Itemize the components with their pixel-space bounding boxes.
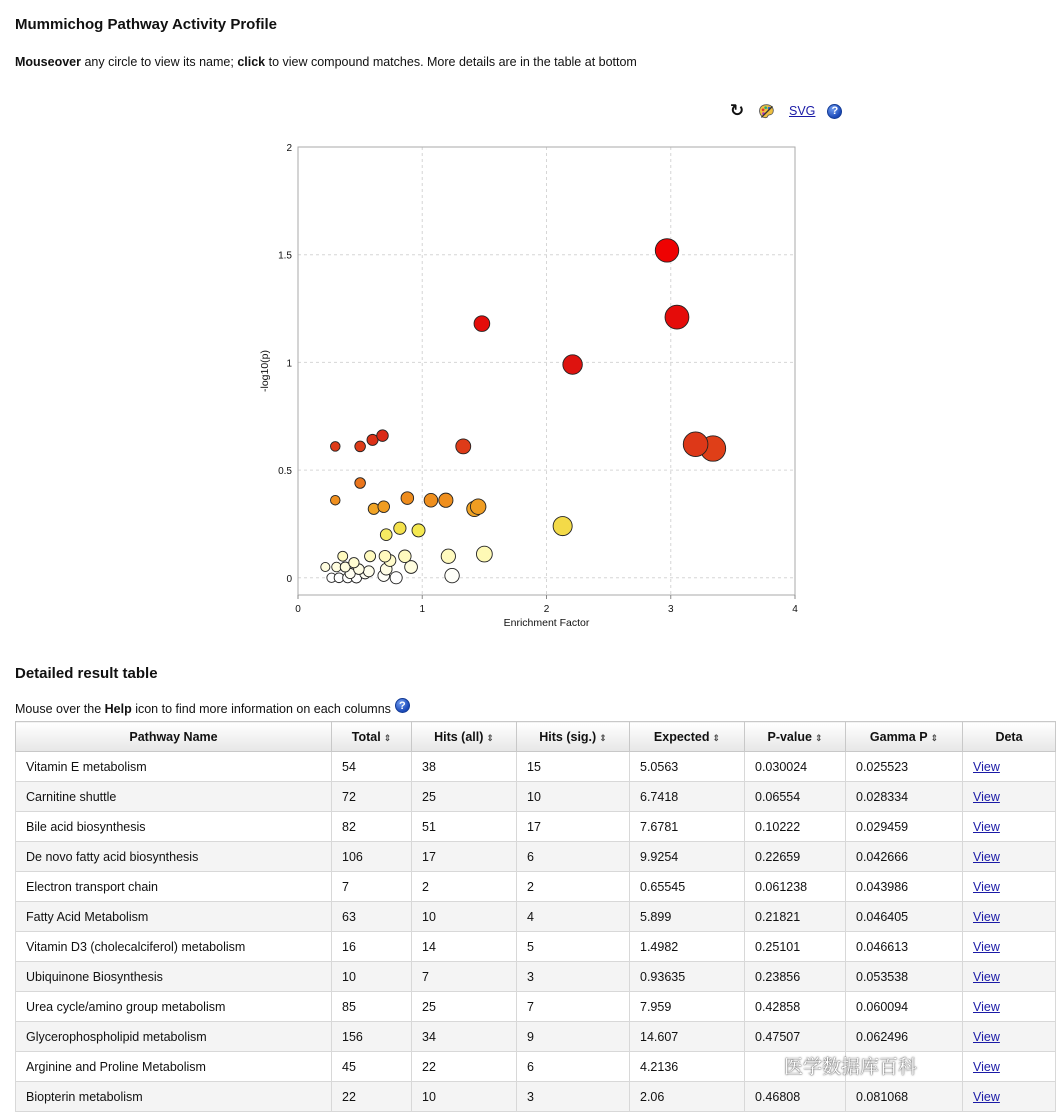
page-title: Mummichog Pathway Activity Profile <box>15 16 277 33</box>
table-cell: 4.2136 <box>630 1052 745 1082</box>
x-tick-label: 3 <box>667 604 674 615</box>
data-point[interactable] <box>390 572 402 584</box>
table-cell: 7.959 <box>630 992 745 1022</box>
table-cell <box>846 1052 963 1082</box>
table-cell: 0.93635 <box>630 962 745 992</box>
view-details-link[interactable]: View <box>973 1059 1000 1074</box>
table-cell: Electron transport chain <box>16 872 332 902</box>
intro-mouseover: Mouseover <box>15 55 81 69</box>
palette-icon[interactable] <box>758 103 775 120</box>
watermark-text: 医学数据库百科 <box>784 1057 918 1078</box>
table-section-title: Detailed result table <box>15 665 158 682</box>
table-cell: 0.043986 <box>846 872 963 902</box>
view-details-link[interactable]: View <box>973 909 1000 924</box>
table-row <box>16 962 1056 992</box>
table-cell: 4 <box>517 902 630 932</box>
table-cell: 9.9254 <box>630 842 745 872</box>
column-header-label: Gamma P <box>869 729 928 744</box>
table-cell <box>745 1052 846 1082</box>
sort-icon[interactable]: ⇕ <box>599 732 607 743</box>
data-point[interactable] <box>683 432 708 457</box>
table-row <box>16 1082 1056 1112</box>
table-cell: 0.65545 <box>630 872 745 902</box>
view-details-link[interactable]: View <box>973 849 1000 864</box>
x-tick-label: 2 <box>543 604 550 615</box>
y-tick-label: 1.5 <box>278 250 292 262</box>
table-cell: De novo fatty acid biosynthesis <box>16 842 332 872</box>
table-cell: Bile acid biosynthesis <box>16 812 332 842</box>
table-cell: 22 <box>332 1082 412 1112</box>
column-header[interactable] <box>846 722 963 752</box>
table-row <box>16 1052 1056 1082</box>
y-tick-label: 1 <box>286 358 292 370</box>
table-cell <box>963 992 1056 1022</box>
table-cell: 34 <box>412 1022 517 1052</box>
plot-grid <box>298 147 795 595</box>
data-point[interactable] <box>456 439 471 454</box>
table-cell: 106 <box>332 842 412 872</box>
sort-icon[interactable]: ⇕ <box>814 732 823 743</box>
table-cell <box>963 1052 1056 1082</box>
table-cell: 5 <box>517 932 630 962</box>
table-cell: 3 <box>517 1082 630 1112</box>
axis-ticks <box>278 143 798 615</box>
data-point[interactable] <box>377 430 389 442</box>
column-header[interactable] <box>630 722 745 752</box>
table-cell: 2 <box>517 872 630 902</box>
data-point[interactable] <box>470 499 486 515</box>
table-cell: 0.23856 <box>745 962 846 992</box>
table-cell: 0.042666 <box>846 842 963 872</box>
table-cell: 0.053538 <box>846 962 963 992</box>
table-cell: 63 <box>332 902 412 932</box>
table-note-help-word: Help <box>104 702 132 716</box>
table-cell: 2.06 <box>630 1082 745 1112</box>
table-row <box>16 842 1056 872</box>
table-cell: 0.030024 <box>745 752 846 782</box>
table-cell: Ubiquinone Biosynthesis <box>16 962 332 992</box>
table-cell <box>963 1022 1056 1052</box>
data-point[interactable] <box>401 492 414 505</box>
data-point[interactable] <box>439 493 453 507</box>
table-cell: 0.028334 <box>846 782 963 812</box>
table-cell: Fatty Acid Metabolism <box>16 902 332 932</box>
view-details-link[interactable]: View <box>973 969 1000 984</box>
data-point[interactable] <box>553 517 572 536</box>
y-tick-label: 2 <box>286 143 292 154</box>
table-cell: 7 <box>412 962 517 992</box>
table-cell: 15 <box>517 752 630 782</box>
intro-text-1: any circle to view its name; <box>81 55 238 69</box>
intro-text-2: to view compound matches. More details are in the table at bottom <box>265 55 637 69</box>
table-cell: Urea cycle/amino group metabolism <box>16 992 332 1022</box>
table-cell: 1.4982 <box>630 932 745 962</box>
sort-icon[interactable]: ⇕ <box>712 732 721 743</box>
table-cell: 3 <box>517 962 630 992</box>
table-cell: 54 <box>332 752 412 782</box>
data-point[interactable] <box>476 546 492 562</box>
y-tick-label: 0 <box>286 573 292 585</box>
table-cell: 5.899 <box>630 902 745 932</box>
table-row <box>16 812 1056 842</box>
table-cell: 0.046613 <box>846 932 963 962</box>
data-point[interactable] <box>355 478 366 489</box>
view-details-link[interactable]: View <box>973 789 1000 804</box>
data-point[interactable] <box>394 522 406 534</box>
table-cell <box>963 902 1056 932</box>
table-header-row <box>16 722 1056 752</box>
table-cell <box>963 1082 1056 1112</box>
x-tick-label: 0 <box>295 604 301 615</box>
sort-icon[interactable]: ⇕ <box>383 732 392 743</box>
column-header-label: Pathway Name <box>129 729 218 744</box>
table-cell: 25 <box>412 782 517 812</box>
view-details-link[interactable]: View <box>973 1089 1000 1104</box>
table-cell: 0.10222 <box>745 812 846 842</box>
svg-export-link[interactable]: SVG <box>789 104 816 118</box>
column-header[interactable] <box>963 722 1056 752</box>
table-cell: 7 <box>517 992 630 1022</box>
table-cell: 0.22659 <box>745 842 846 872</box>
table-cell: 6 <box>517 842 630 872</box>
table-cell: 0.025523 <box>846 752 963 782</box>
table-cell: Carnitine shuttle <box>16 782 332 812</box>
x-tick-label: 4 <box>792 604 798 615</box>
table-cell: Vitamin E metabolism <box>16 752 332 782</box>
column-header[interactable] <box>412 722 517 752</box>
table-cell: 10 <box>332 962 412 992</box>
table-cell: 17 <box>412 842 517 872</box>
results-table-container <box>15 721 1023 1112</box>
sort-icon[interactable]: ⇕ <box>930 732 939 743</box>
data-points <box>321 239 726 584</box>
data-point[interactable] <box>363 566 374 577</box>
data-point[interactable] <box>368 503 379 514</box>
view-details-link[interactable]: View <box>973 1029 1000 1044</box>
table-cell <box>963 962 1056 992</box>
table-cell: 0.060094 <box>846 992 963 1022</box>
view-details-link[interactable]: View <box>973 879 1000 894</box>
column-header-label: Hits (all) <box>434 729 484 744</box>
table-cell <box>963 842 1056 872</box>
data-point[interactable] <box>338 551 348 561</box>
table-cell: 0.47507 <box>745 1022 846 1052</box>
x-tick-label: 1 <box>419 604 426 615</box>
table-cell: 0.25101 <box>745 932 846 962</box>
table-cell: 72 <box>332 782 412 812</box>
table-cell: 7.6781 <box>630 812 745 842</box>
data-point[interactable] <box>399 550 411 562</box>
data-point[interactable] <box>349 558 359 568</box>
data-point[interactable] <box>330 442 340 452</box>
table-cell: 17 <box>517 812 630 842</box>
table-cell: 16 <box>332 932 412 962</box>
table-cell: 45 <box>332 1052 412 1082</box>
table-cell: 25 <box>412 992 517 1022</box>
table-row <box>16 782 1056 812</box>
table-cell: 0.46808 <box>745 1082 846 1112</box>
table-body <box>16 752 1056 1112</box>
table-cell: 10 <box>412 1082 517 1112</box>
table-cell: 14 <box>412 932 517 962</box>
table-cell: 0.081068 <box>846 1082 963 1112</box>
table-cell <box>963 782 1056 812</box>
view-details-link[interactable]: View <box>973 939 1000 954</box>
table-row <box>16 902 1056 932</box>
pathway-activity-scatter-plot <box>250 135 810 635</box>
table-cell: 85 <box>332 992 412 1022</box>
data-point[interactable] <box>330 495 340 505</box>
data-point[interactable] <box>655 239 678 262</box>
table-cell: Glycerophospholipid metabolism <box>16 1022 332 1052</box>
table-help-icon[interactable]: ? <box>395 698 410 713</box>
column-header[interactable] <box>332 722 412 752</box>
table-cell: 5.0563 <box>630 752 745 782</box>
data-point[interactable] <box>321 562 330 571</box>
table-cell: 9 <box>517 1022 630 1052</box>
table-cell: Arginine and Proline Metabolism <box>16 1052 332 1082</box>
table-note-prefix: Mouse over the <box>15 702 105 716</box>
table-cell <box>963 932 1056 962</box>
column-header[interactable] <box>517 722 630 752</box>
table-note-text <box>15 702 391 716</box>
view-details-link[interactable]: View <box>973 999 1000 1014</box>
sort-icon[interactable]: ⇕ <box>486 732 494 743</box>
table-row <box>16 1022 1056 1052</box>
data-point[interactable] <box>379 550 391 562</box>
table-cell: 2 <box>412 872 517 902</box>
table-cell: 14.607 <box>630 1022 745 1052</box>
data-point[interactable] <box>665 305 689 329</box>
data-point[interactable] <box>378 501 390 513</box>
data-point[interactable] <box>441 549 455 563</box>
table-row <box>16 932 1056 962</box>
column-header-label: Deta <box>995 729 1023 744</box>
table-cell: 10 <box>412 902 517 932</box>
y-tick-label: 0.5 <box>278 466 292 478</box>
table-cell: 22 <box>412 1052 517 1082</box>
data-point[interactable] <box>380 529 392 541</box>
column-header-label: P-value <box>767 729 812 744</box>
table-cell: 10 <box>517 782 630 812</box>
view-details-link[interactable]: View <box>973 819 1000 834</box>
table-cell: 0.061238 <box>745 872 846 902</box>
table-cell: 0.046405 <box>846 902 963 932</box>
table-cell: 6 <box>517 1052 630 1082</box>
column-header[interactable] <box>16 722 332 752</box>
intro-click: click <box>237 55 266 69</box>
column-header-label: Hits (sig.) <box>539 729 597 744</box>
x-axis-label: Enrichment Factor <box>503 617 590 629</box>
data-point[interactable] <box>412 524 425 537</box>
data-point[interactable] <box>474 316 490 332</box>
table-row <box>16 992 1056 1022</box>
data-point[interactable] <box>365 551 376 562</box>
table-cell: 7 <box>332 872 412 902</box>
plot-toolbar <box>728 100 842 122</box>
table-cell: 38 <box>412 752 517 782</box>
results-table <box>15 721 1056 1112</box>
table-cell: Biopterin metabolism <box>16 1082 332 1112</box>
table-note-suffix: icon to find more information on each columns <box>131 702 391 716</box>
table-cell: 0.21821 <box>745 902 846 932</box>
table-row <box>16 872 1056 902</box>
column-header-label: Expected <box>653 729 710 744</box>
intro-text <box>15 55 637 69</box>
table-cell: 51 <box>412 812 517 842</box>
column-header-label: Total <box>351 729 381 744</box>
data-point[interactable] <box>355 441 366 452</box>
table-help-note <box>15 699 410 716</box>
table-cell: 0.062496 <box>846 1022 963 1052</box>
data-point[interactable] <box>424 493 438 507</box>
table-cell: Vitamin D3 (cholecalciferol) metabolism <box>16 932 332 962</box>
help-icon[interactable]: ? <box>827 104 842 119</box>
y-axis-label: -log10(p) <box>259 349 271 393</box>
view-details-link[interactable]: View <box>973 759 1000 774</box>
table-cell: 0.029459 <box>846 812 963 842</box>
table-cell <box>963 872 1056 902</box>
table-row <box>16 752 1056 782</box>
data-point[interactable] <box>445 568 459 582</box>
table-cell: 82 <box>332 812 412 842</box>
table-cell: 0.42858 <box>745 992 846 1022</box>
refresh-icon[interactable]: ↻ <box>729 101 745 120</box>
table-cell <box>963 812 1056 842</box>
table-cell: 6.7418 <box>630 782 745 812</box>
table-cell <box>963 752 1056 782</box>
column-header[interactable] <box>745 722 846 752</box>
table-cell: 156 <box>332 1022 412 1052</box>
data-point[interactable] <box>563 355 582 374</box>
table-cell: 0.06554 <box>745 782 846 812</box>
